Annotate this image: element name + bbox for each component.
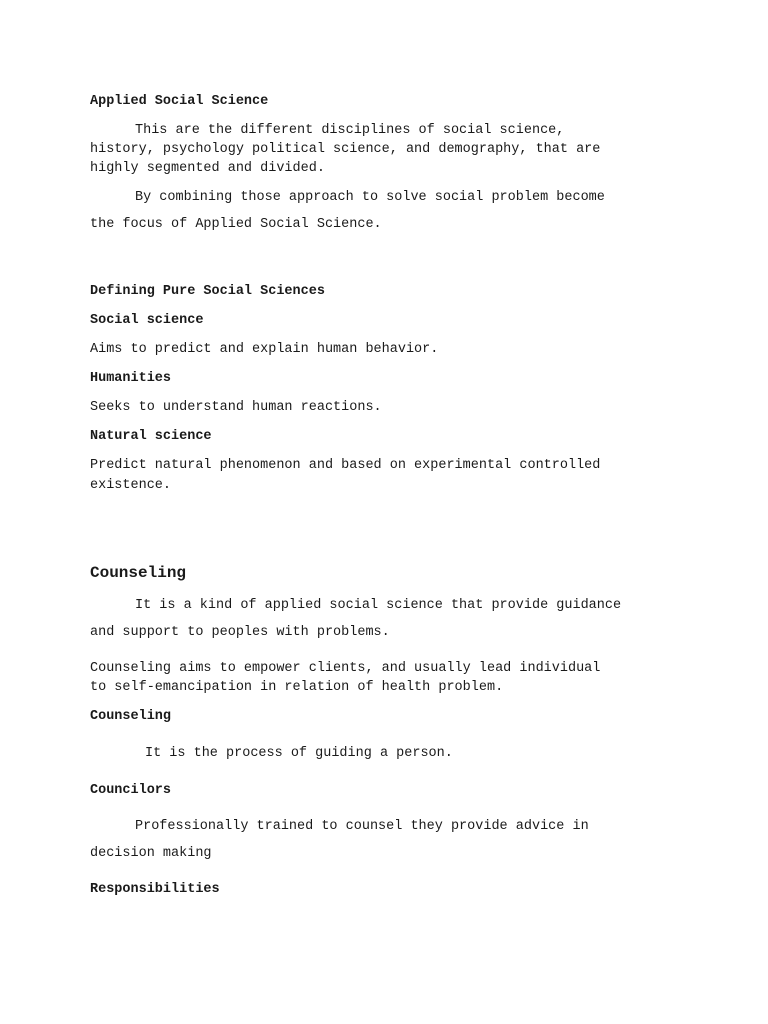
natural-science-label: Natural science (90, 429, 212, 444)
natural-science-line1: Predict natural phenomenon and based on experimental controlled (90, 458, 601, 473)
counseling-p2-line2: to self-emancipation in relation of health problem. (90, 680, 504, 695)
counseling-p2-line1: Counseling aims to empower clients, and usually lead individual (90, 661, 601, 676)
responsibilities-label: Responsibilities (90, 882, 220, 897)
social-science-label: Social science (90, 313, 204, 328)
humanities-text: Seeks to understand human reactions. (90, 400, 382, 415)
natural-science-line2: existence. (90, 478, 172, 493)
counseling-title: Counseling (90, 564, 187, 582)
pure-heading: Defining Pure Social Sciences (90, 284, 325, 299)
counseling-def-label: Counseling (90, 709, 172, 724)
humanities-label: Humanities (90, 371, 172, 386)
councilors-label: Councilors (90, 783, 172, 798)
applied-p2-line2: the focus of Applied Social Science. (90, 217, 382, 232)
applied-p1-line1: This are the different disciplines of social science, (135, 123, 565, 138)
applied-p1-line2: history, psychology political science, and demography, that are (90, 142, 601, 157)
councilors-line1: Professionally trained to counsel they provide advice in (135, 819, 589, 834)
counseling-p1-line1: It is a kind of applied social science that provide guidance (135, 598, 622, 613)
applied-p1-line3: highly segmented and divided. (90, 161, 325, 176)
applied-p2-line1: By combining those approach to solve social problem become (135, 190, 605, 205)
applied-heading: Applied Social Science (90, 94, 269, 109)
councilors-line2: decision making (90, 846, 212, 861)
counseling-p1-line2: and support to peoples with problems. (90, 625, 390, 640)
social-science-text: Aims to predict and explain human behavior. (90, 342, 439, 357)
counseling-def-text: It is the process of guiding a person. (145, 746, 453, 761)
